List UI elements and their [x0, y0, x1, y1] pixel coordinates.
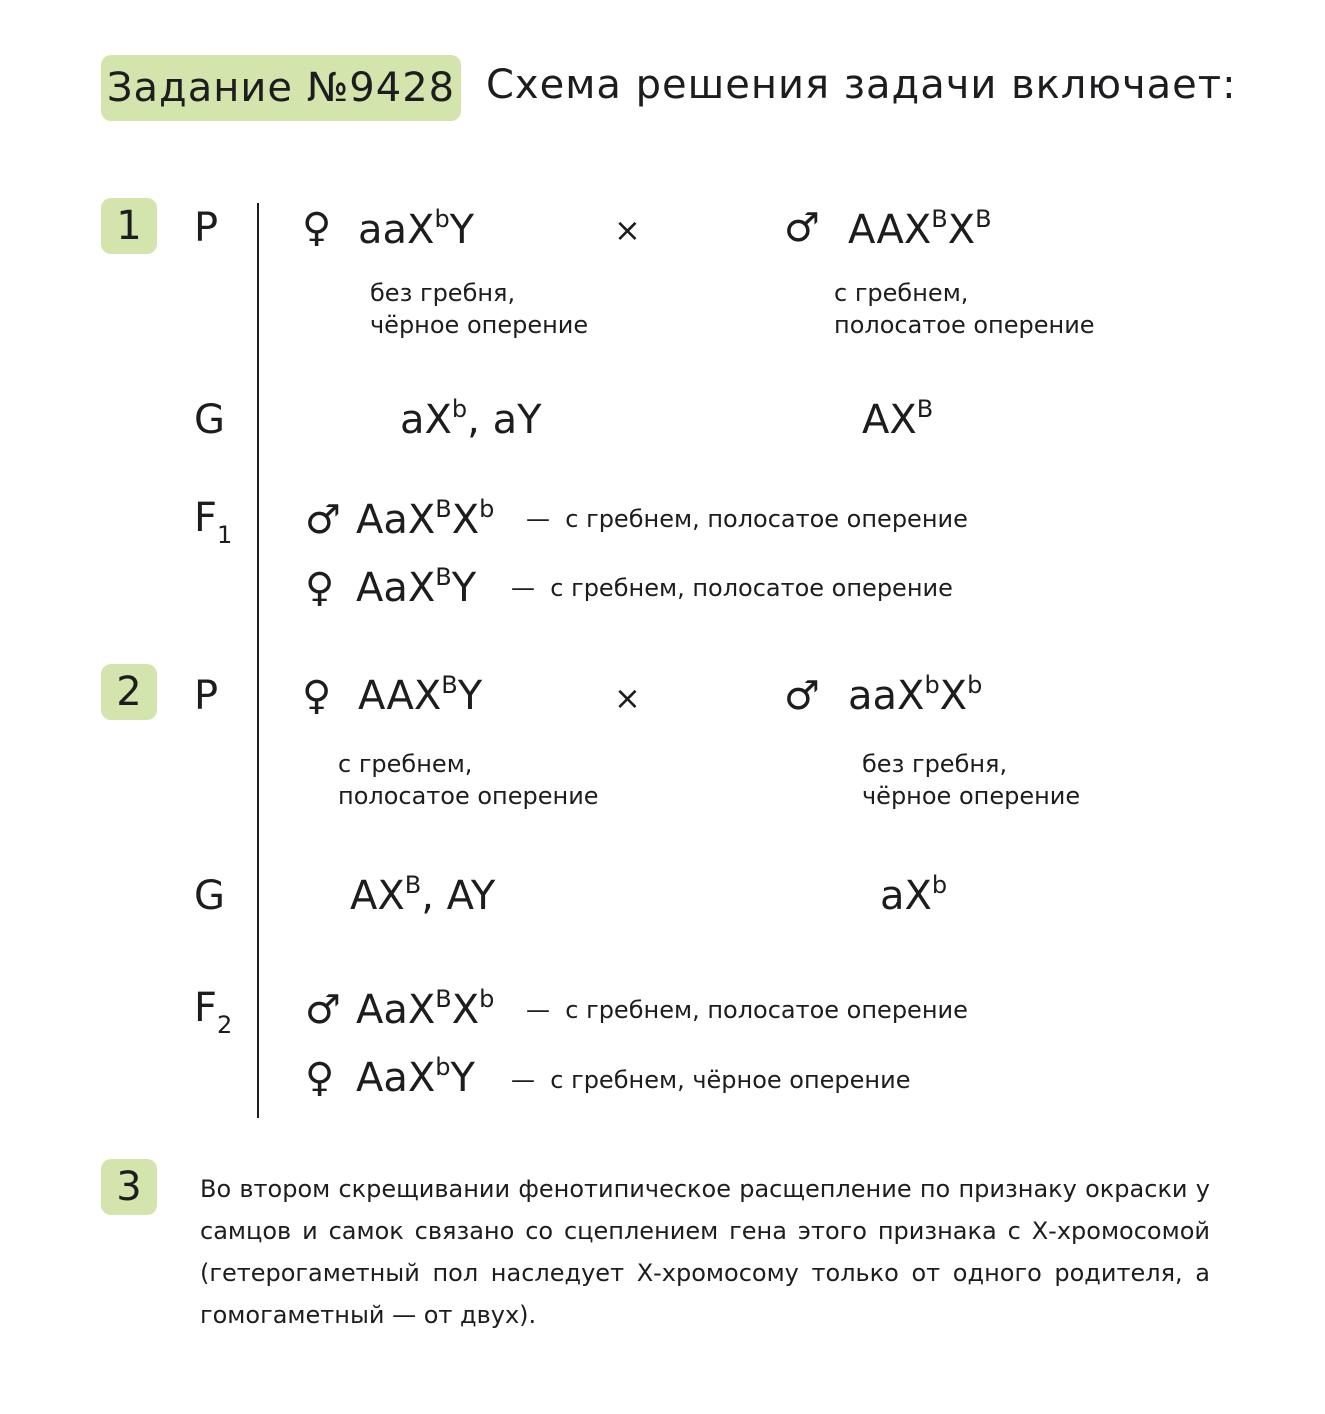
cross1-male-genotype: $AAX^BX^B$ [848, 205, 992, 253]
cross2-female-gametes: $AX^B$, AY [350, 871, 496, 919]
f1-offspring-1-genotype: $AaX^BX^b$ [356, 495, 495, 543]
f1-offspring-1-phenotype: — с гребнем, полосатое оперение [526, 505, 968, 533]
step-1-badge [101, 198, 157, 254]
label-g2: G [194, 873, 225, 919]
step-3-number: 3 [116, 1164, 142, 1210]
male-icon: ♂ [305, 497, 341, 543]
cross2-male-genotype: $aaX^bX^b$ [848, 671, 983, 719]
step-3-badge [101, 1159, 157, 1215]
female-icon: ♀ [305, 1055, 335, 1101]
male-icon: ♂ [784, 205, 820, 251]
cross1-female-gametes: $aX^b$, aY [400, 395, 542, 443]
task-number-badge [101, 55, 461, 121]
label-f2-letter: F [194, 985, 218, 1031]
f2-offspring-2-phenotype: — с гребнем, чёрное оперение [511, 1066, 911, 1094]
label-f1-sub: 1 [217, 521, 233, 549]
cross2-male-phenotype: без гребня, чёрное оперение [862, 750, 1081, 810]
female-icon: ♀ [302, 205, 332, 251]
conclusion-text: Во втором скрещивании фенотипическое расщепление по признаку окраски у самцов и самок связано со сцеплением гена этого признака с Х-хромосомой (гетерогаметный пол наследует Х-хромосому только от одного родителя, а гомогаметный — от двух). [200, 1175, 1210, 1329]
cross1-female-phenotype: без гребня, чёрное оперение [370, 279, 589, 339]
female-icon: ♀ [302, 673, 332, 719]
cross-symbol: × [614, 679, 641, 717]
step-1-number: 1 [116, 203, 142, 249]
label-f1-letter: F [194, 495, 218, 541]
label-f1 [194, 495, 233, 549]
cross1-female-genotype: aaX$^b$Y [358, 205, 475, 253]
step-2-number: 2 [116, 669, 142, 715]
cross-symbol: × [614, 211, 641, 249]
cross2-female-genotype: $AAX^BY$ [358, 671, 483, 719]
task-number: Задание №9428 [106, 65, 456, 111]
cross2-female-phenotype: с гребнем, полосатое оперение [338, 750, 599, 810]
f1-offspring-2-genotype: AaX$^B$Y [356, 563, 477, 611]
male-icon: ♂ [784, 673, 820, 719]
f1-offspring-2-phenotype: — с гребнем, полосатое оперение [511, 574, 953, 602]
cross2-male-gametes: $aX^b$ [880, 871, 948, 919]
cross1-male-gametes: $AX^B$ [862, 395, 934, 443]
label-f2 [194, 985, 233, 1039]
cross1-male-phenotype: с гребнем, полосатое оперение [834, 279, 1095, 339]
scheme-divider-line [257, 203, 259, 1118]
f2-offspring-1-genotype: $AaX^BX^b$ [356, 985, 495, 1033]
page-title: Схема решения задачи включает: [486, 62, 1237, 108]
label-p2: P [194, 673, 219, 719]
female-icon: ♀ [305, 565, 335, 611]
f2-offspring-2-genotype: AaX$^b$Y [356, 1053, 475, 1101]
label-p1: P [194, 205, 219, 251]
step-2-badge [101, 664, 157, 720]
label-g1: G [194, 397, 225, 443]
label-f2-sub: 2 [217, 1011, 233, 1039]
f2-offspring-1-phenotype: — с гребнем, полосатое оперение [526, 996, 968, 1024]
male-icon: ♂ [305, 987, 341, 1033]
